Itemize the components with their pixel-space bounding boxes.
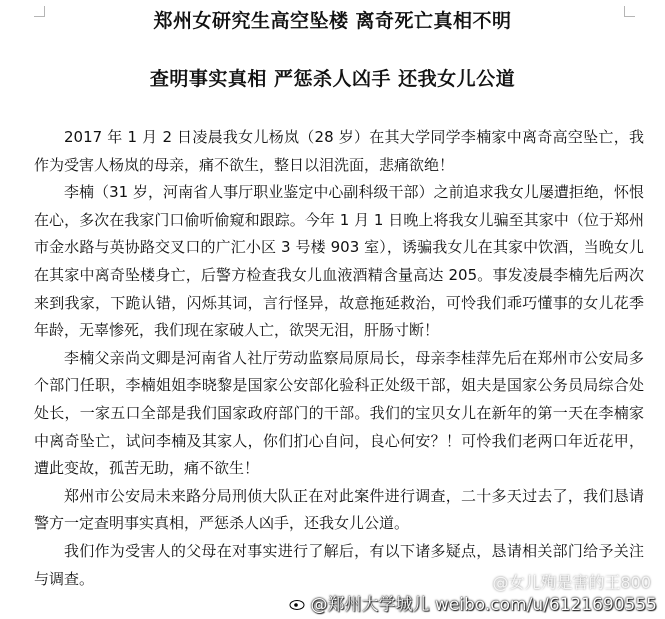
weibo-watermark xyxy=(289,590,657,615)
document-title: 郑州女研究生高空坠楼 离奇死亡真相不明 xyxy=(153,10,512,32)
weibo-watermark-text: @郑州大学城儿 weibo.com/u/6121690555 xyxy=(310,595,657,615)
paragraph-4: 郑州市公安局未来路分局刑侦大队正在对此案件进行调查，二十多天过去了，我们恳请警方一定查明事实真相，严惩杀人凶手，还我女儿公道。 xyxy=(34,486,644,533)
faint-watermark: @女儿殉是害的王800 xyxy=(492,573,651,592)
document-subtitle: 查明事实真相 严惩杀人凶手 还我女儿公道 xyxy=(149,68,516,90)
paragraph-3: 李楠父亲尚文卿是河南省人社厅劳动监察局原局长，母亲李桂萍先后在郑州市公安局多个部门任职，李楠姐姐李晓黎是国家公安部化验科正处级干部，姐夫是国家公务员局综合处处长，一家五口全部是我们国家政府部门的干部。我们的宝贝女儿在新年的第一天在李楠家中离奇坠亡，试问李楠及其家人，你们扪心自问，良心何安？！可怜我们老两口年近花甲，遭此变故，孤苦无助，痛不欲生！ xyxy=(34,348,644,478)
paragraph-1: 2017 年 1 月 2 日凌晨我女儿杨岚（28 岁）在其大学同学李楠家中离奇高空坠亡，我作为受害人杨岚的母亲，痛不欲生，整日以泪洗面，悲痛欲绝！ xyxy=(34,128,644,174)
document-body xyxy=(34,124,644,593)
paragraph-2: 李楠（31 岁，河南省人事厅职业鉴定中心副科级干部）之前追求我女儿屡遭拒绝，怀恨在心，多次在我家门口偷听偷窥和跟踪。今年 1 月 1 日晚上将我女儿骗至其家中（位于郑州市金水路与英协路交叉口的广汇小区 3 号楼 903 室），诱骗我女儿在其家中饮酒，当晚女儿在其家中离奇坠楼身亡，后警方检查我女儿血液酒精含量高达 205。事发凌晨李楠先后两次来到我家，下跪认错，闪烁其词，言行怪异，故意拖延救治，可怜我们乖巧懂事的女儿花季年龄，无辜惨死，我们现在家破人亡，欲哭无泪，肝肠寸断！ xyxy=(34,183,645,340)
paragraph-5: 我们作为受害人的父母在对事实进行了解后，有以下诸多疑点，恳请相关部门给予关注与调查。 xyxy=(34,541,644,588)
weibo-logo-icon xyxy=(289,596,307,610)
